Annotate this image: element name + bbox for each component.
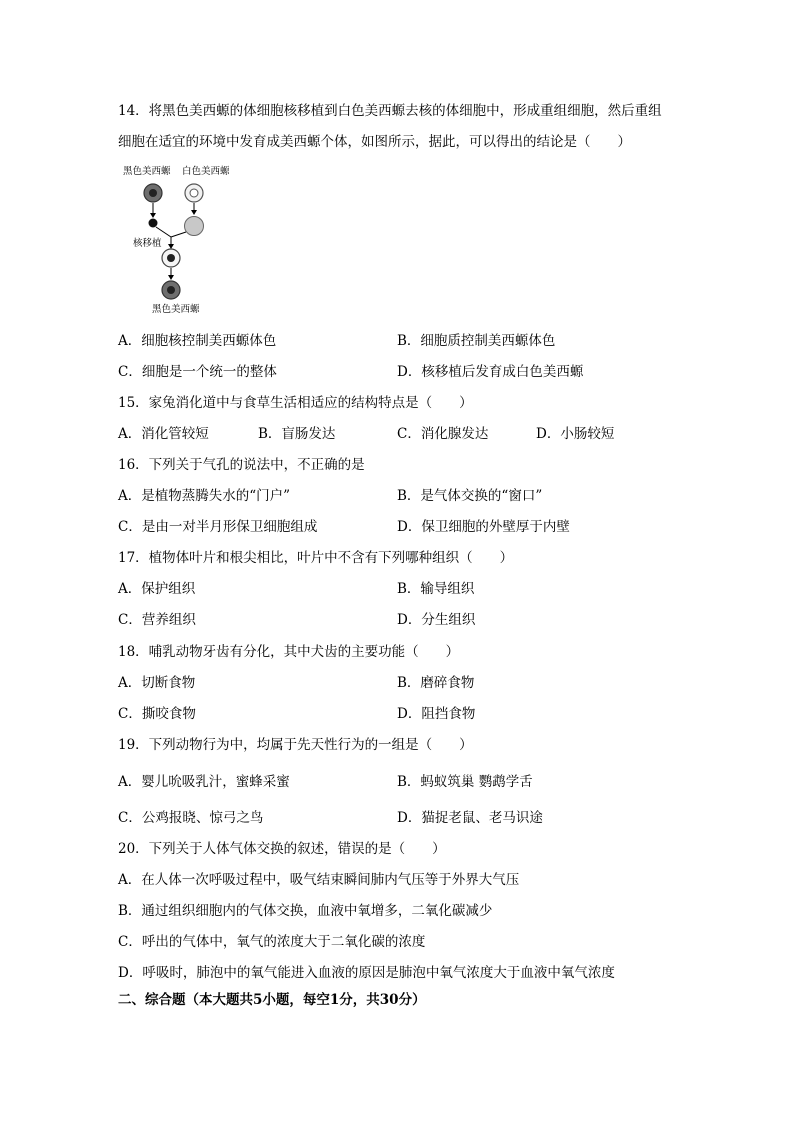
q14-stem-line2: 细胞在适宜的环境中发育成美西螈个体，如图所示，据此，可以得出的结论是（ ） (118, 134, 631, 150)
label-result-black-salamander: 黑色美西螈 (152, 304, 200, 315)
q15-stem: 15．家兔消化道中与食草生活相适应的结构特点是（ ） (118, 395, 473, 411)
q16-option-c: C．是由一对半月形保卫细胞组成 (118, 519, 318, 535)
extracted-nucleus (149, 219, 158, 228)
q20-option-b: B．通过组织细胞内的气体交换，血液中氧增多，二氧化碳减少 (118, 903, 493, 919)
q19-stem: 19．下列动物行为中，均属于先天性行为的一组是（ ） (118, 737, 473, 753)
label-black-salamander: 黑色美西螈 (123, 166, 171, 177)
q17-option-b: B．输导组织 (397, 581, 475, 597)
q15-option-c: C．消化腺发达 (397, 426, 489, 442)
nuclear-transfer-diagram (118, 160, 248, 320)
arrow-head (150, 213, 156, 218)
q19-option-d: D．猫捉老鼠、老马识途 (397, 810, 543, 826)
black-cell-nucleus (149, 189, 157, 197)
q15-option-b: B．盲肠发达 (258, 426, 336, 442)
q17-option-c: C．营养组织 (118, 612, 196, 628)
recombinant-cell-nucleus (167, 254, 175, 262)
merge-line (156, 227, 171, 237)
q18-stem: 18．哺乳动物牙齿有分化，其中犬齿的主要功能（ ） (118, 644, 460, 660)
q19-option-c: C．公鸡报晓、惊弓之鸟 (118, 810, 264, 826)
enucleated-cell (185, 217, 204, 236)
q20-option-a: A．在人体一次呼吸过程中，吸气结束瞬间肺内气压等于外界大气压 (118, 872, 520, 888)
q14-option-b: B．细胞质控制美西螈体色 (397, 333, 556, 349)
q20-stem: 20．下列关于人体气体交换的叙述，错误的是（ ） (118, 841, 446, 857)
q17-option-a: A．保护组织 (118, 581, 196, 597)
arrow-head (191, 210, 197, 215)
q20-option-c: C．呼出的气体中，氧气的浓度大于二氧化碳的浓度 (118, 934, 426, 950)
q14-option-c: C．细胞是一个统一的整体 (118, 364, 277, 380)
result-black-cell-nucleus (167, 286, 175, 294)
section-2-title: 二、综合题（本大题共5小题，每空1分，共30分） (118, 992, 426, 1008)
arrow-head (168, 244, 174, 249)
label-nuclear-transfer: 核移植 (133, 238, 162, 249)
q14-stem-line1: 14．将黑色美西螈的体细胞核移植到白色美西螈去核的体细胞中，形成重组细胞，然后重组 (118, 103, 662, 119)
q18-option-b: B．磨碎食物 (397, 675, 475, 691)
q19-option-a: A．婴儿吮吸乳汁，蜜蜂采蜜 (118, 774, 290, 790)
q16-option-d: D．保卫细胞的外壁厚于内壁 (397, 519, 570, 535)
label-white-salamander: 白色美西螈 (182, 166, 230, 177)
q16-stem: 16．下列关于气孔的说法中，不正确的是 (118, 457, 365, 473)
arrow-head (168, 275, 174, 280)
q18-option-d: D．阻挡食物 (397, 706, 476, 722)
merge-line (171, 232, 186, 237)
white-cell-nucleus (190, 189, 198, 197)
q14-option-d: D．核移植后发育成白色美西螈 (397, 364, 584, 380)
q20-option-d: D．呼吸时，肺泡中的氧气能进入血液的原因是肺泡中氧气浓度大于血液中氧气浓度 (118, 965, 615, 981)
q17-stem: 17．植物体叶片和根尖相比，叶片中不含有下列哪种组织（ ） (118, 550, 514, 566)
q14-option-a: A．细胞核控制美西螈体色 (118, 333, 277, 349)
q15-option-a: A．消化管较短 (118, 426, 209, 442)
q19-option-b: B．蚂蚁筑巢 鹦鹉学舌 (397, 774, 533, 790)
q17-option-d: D．分生组织 (397, 612, 476, 628)
q18-option-c: C．撕咬食物 (118, 706, 196, 722)
q15-option-d: D．小肠较短 (536, 426, 615, 442)
q16-option-a: A．是植物蒸腾失水的“门户” (118, 488, 291, 504)
q18-option-a: A．切断食物 (118, 675, 196, 691)
q16-option-b: B．是气体交换的“窗口” (397, 488, 543, 504)
